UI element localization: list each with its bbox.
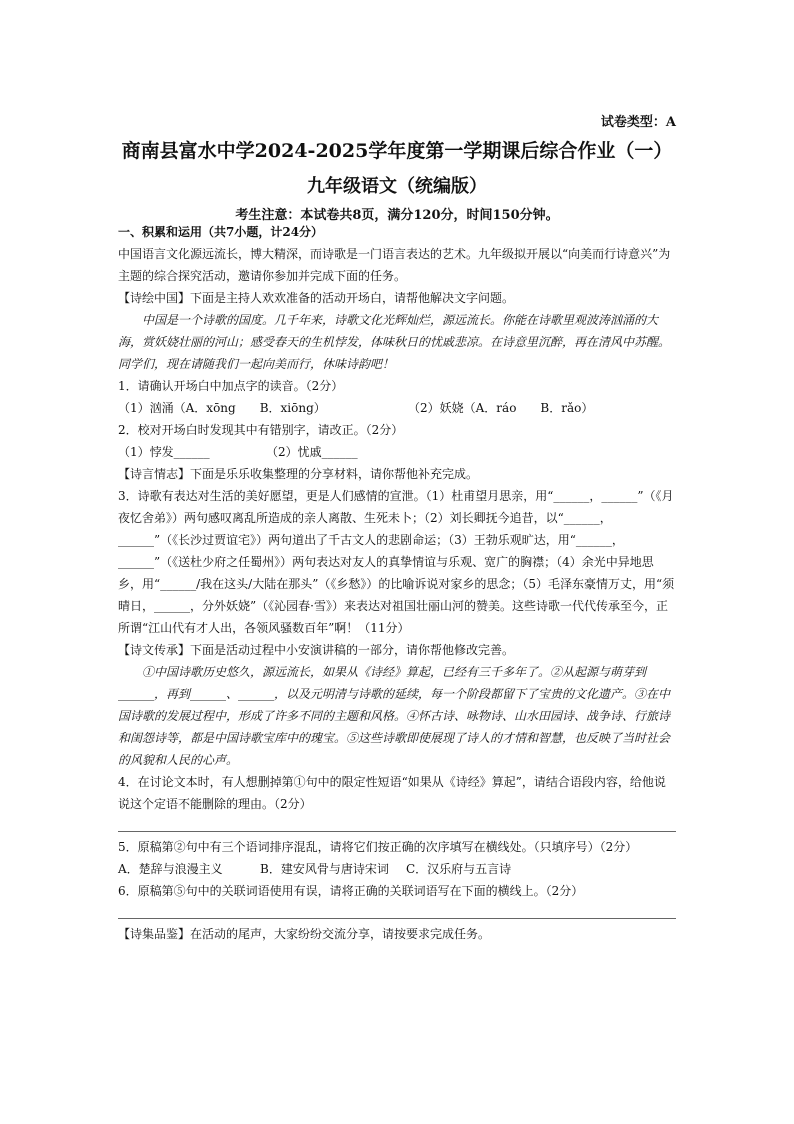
answer-line-q6: [118, 918, 676, 919]
exam-title: 商南县富水中学2024-2025学年度第一学期课后综合作业（一）: [121, 140, 673, 162]
part-title-shihui: 【诗绘中国】下面是主持人欢欢准备的活动开场白，请帮他解决文字问题。: [118, 291, 515, 305]
question-1-option-b: （2）妖娆（A．ráo B．rǎo）: [408, 401, 594, 415]
answer-line-q4: [118, 831, 676, 832]
question-5: 5．原稿第②句中有三个语词排序混乱，请将它们按正确的次序填写在横线处。（只填序号）（2分）: [118, 840, 638, 854]
question-2-blank-a: （1）悖发______: [118, 445, 210, 459]
question-5-option-b: B．建安风骨与唐诗宋词: [260, 862, 389, 876]
question-2-blank-b: （2）忧戚______: [266, 445, 358, 459]
question-2-blanks: [118, 441, 676, 463]
opening-speech: 中国是一个诗歌的国度。几千年来，诗歌文化光辉灿烂，源远流长。你能在诗歌里观波涛汹涌的大海，赏妖娆壮丽的河山；感受春天的生机悖发，体味秋日的忧戚悲凉。在诗意里沉醉，再在清风中苏醒。同学们，现在请随我们一起向美而行，休味诗韵吧！: [118, 313, 671, 371]
question-5-options: [118, 858, 676, 880]
section-heading: 一、积累和运用（共7小题，计24分）: [118, 225, 324, 239]
speech-draft: ①中国诗歌历史悠久，源远流长，如果从《诗经》算起，已经有三千多年了。②从起源与萌芽到______，再到______、______，以及元明清与诗歌的延续，每一个阶段都留下了宝贵的文化遗产。③在中国诗歌的发展过程中，形成了许多不同的主题和风格。④怀古诗、咏物诗、山水田园诗、战争诗、行旅诗和闺怨诗等，都是中国诗歌宝库中的瑰宝。⑤这些诗歌即使展现了诗人的才情和智慧，也反映了当时社会的风貌和人民的心声。: [118, 665, 671, 767]
question-1-options: [118, 397, 676, 419]
part-title-shiyan: 【诗言情志】下面是乐乐收集整理的分享材料，请你帮他补充完成。: [118, 467, 479, 481]
question-3: 3．诗歌有表达对生活的美好愿望，更是人们感情的宣泄。（1）杜甫望月思亲，用“______，______”（《月夜忆舍弟》）两句感叹离乱所造成的亲人离散、生死未卜；（2）刘长卿抚今追昔，以“______，______”（《长沙过贾谊宅》）两句道出了千古文人的悲剧命运；（3）王勃乐观旷达，用“______，______”（《送杜少府之任蜀州》）两句表达对友人的真挚情谊与乐观、宽广的胸襟；（4）余光中异地思乡，用“______/我在这头/大陆在那头”（《乡愁》）的比喻诉说对家乡的思念；（5）毛泽东豪情万丈，用“须晴日，______，分外妖娆”（《沁园春·雪》）来表达对祖国壮丽山河的赞美。这些诗歌一代代传承至今，正所谓“江山代有才人出，各领风骚数百年”啊！（11分）: [118, 489, 675, 635]
exam-notice: 考生注意：本试卷共8页，满分120分，时间150分钟。: [235, 208, 559, 223]
question-5-option-c: C．汉乐府与五言诗: [406, 862, 512, 876]
paper-type-label: 试卷类型：A: [600, 115, 676, 130]
question-1: 1．请确认开场白中加点字的读音。（2分）: [118, 379, 344, 393]
question-2: 2．校对开场白时发现其中有错别字，请改正。（2分）: [118, 423, 404, 437]
question-5-option-a: A．楚辞与浪漫主义: [118, 862, 223, 876]
exam-body: [118, 221, 676, 945]
question-4: 4．在讨论文本时，有人想删掉第①句中的限定性短语“如果从《诗经》算起”，请结合语段内容，给他说说这个定语不能删除的理由。（2分）: [118, 775, 666, 811]
question-6: 6．原稿第⑤句中的关联词语使用有误，请将正确的关联词语写在下面的横线上。（2分）: [118, 884, 584, 898]
section-intro: 中国语言文化源远流长，博大精深，而诗歌是一门语言表达的艺术。九年级拟开展以“向美而行诗意兴”为主题的综合探究活动，邀请你参加并完成下面的任务。: [118, 247, 671, 283]
exam-subtitle: 九年级语文（统编版）: [307, 176, 487, 197]
part-title-shiwen: 【诗文传承】下面是活动过程中小安演讲稿的一部分，请你帮他修改完善。: [118, 643, 515, 657]
question-1-option-a: （1）汹涌（A．xōng B．xiōng）: [118, 401, 326, 415]
part-title-shiji: 【诗集品鉴】在活动的尾声，大家纷纷交流分享，请按要求完成任务。: [118, 927, 491, 941]
